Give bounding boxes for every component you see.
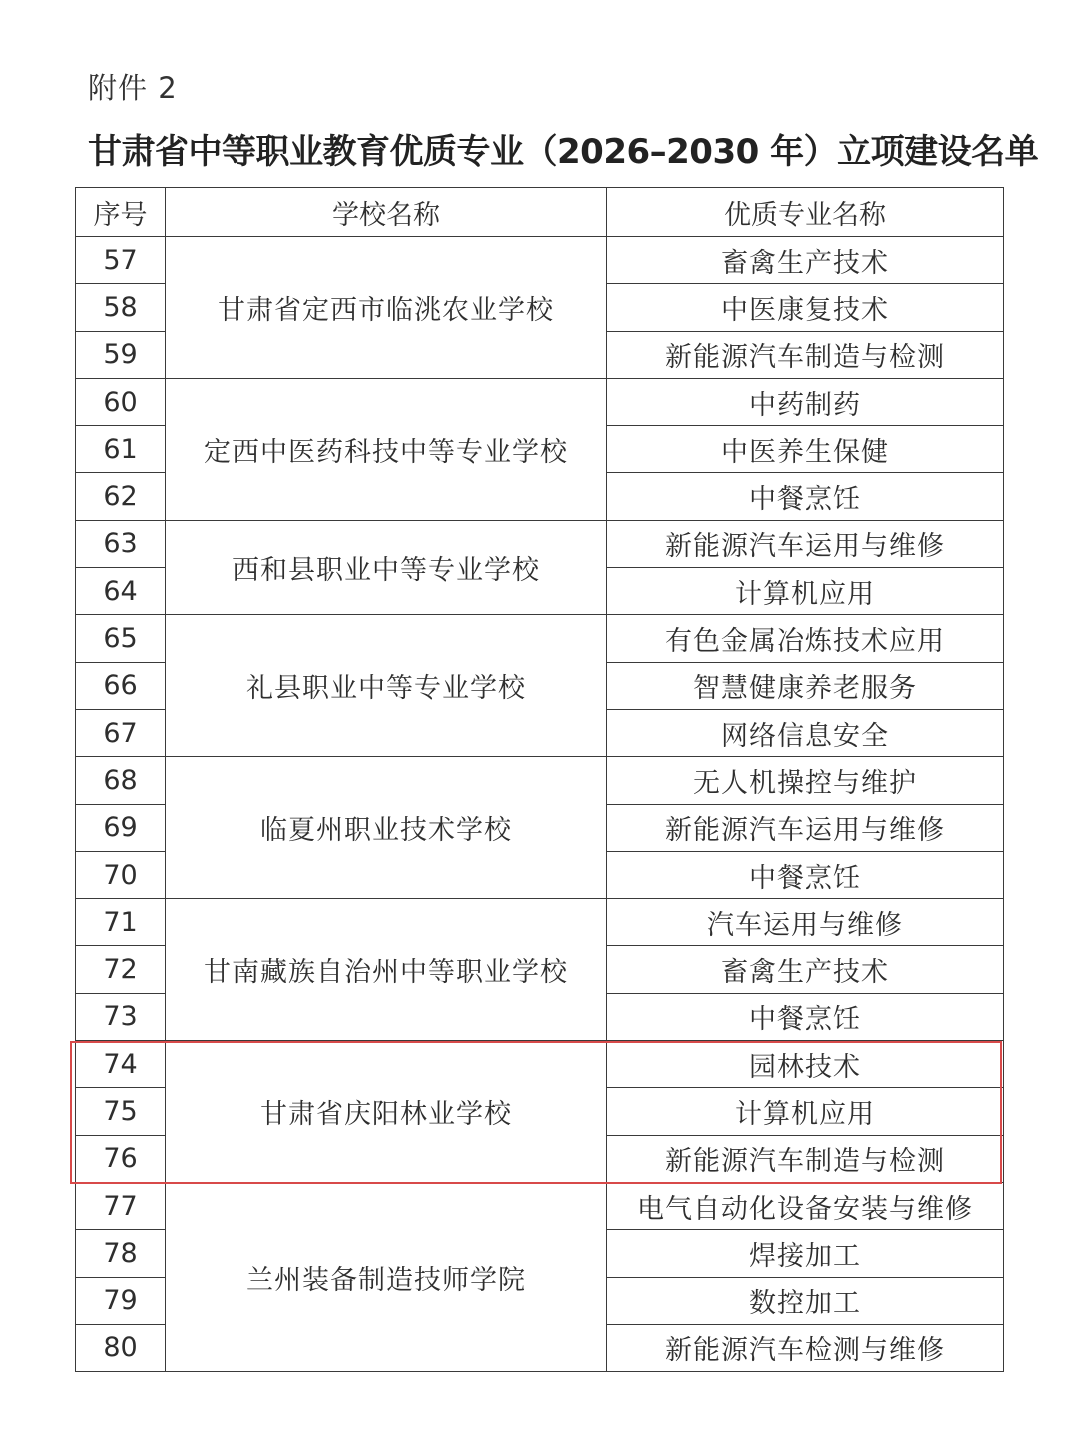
row-number: 62 — [76, 473, 166, 520]
major-name: 新能源汽车制造与检测 — [607, 1135, 1004, 1182]
major-name: 计算机应用 — [607, 1088, 1004, 1135]
table-row — [76, 1041, 1004, 1088]
row-number: 77 — [76, 1182, 166, 1229]
major-name: 中医康复技术 — [607, 284, 1004, 331]
table-body — [76, 237, 1004, 1372]
major-name: 中药制药 — [607, 378, 1004, 425]
major-name: 有色金属冶炼技术应用 — [607, 615, 1004, 662]
row-number: 78 — [76, 1230, 166, 1277]
major-name: 中医养生保健 — [607, 426, 1004, 473]
row-number: 67 — [76, 709, 166, 756]
header-no: 序号 — [76, 188, 166, 237]
table-row — [76, 615, 1004, 662]
major-name: 数控加工 — [607, 1277, 1004, 1324]
major-name: 新能源汽车运用与维修 — [607, 520, 1004, 567]
major-name: 智慧健康养老服务 — [607, 662, 1004, 709]
row-number: 74 — [76, 1041, 166, 1088]
major-name: 新能源汽车制造与检测 — [607, 331, 1004, 378]
table-row — [76, 520, 1004, 567]
major-name: 中餐烹饪 — [607, 993, 1004, 1040]
major-name: 新能源汽车运用与维修 — [607, 804, 1004, 851]
school-name: 甘肃省定西市临洮农业学校 — [166, 237, 607, 379]
row-number: 79 — [76, 1277, 166, 1324]
row-number: 69 — [76, 804, 166, 851]
school-name: 甘南藏族自治州中等职业学校 — [166, 899, 607, 1041]
row-number: 59 — [76, 331, 166, 378]
school-name: 定西中医药科技中等专业学校 — [166, 378, 607, 520]
row-number: 65 — [76, 615, 166, 662]
table-row — [76, 1182, 1004, 1229]
major-name: 新能源汽车检测与维修 — [607, 1324, 1004, 1371]
row-number: 80 — [76, 1324, 166, 1371]
header-school: 学校名称 — [166, 188, 607, 237]
row-number: 75 — [76, 1088, 166, 1135]
row-number: 60 — [76, 378, 166, 425]
row-number: 72 — [76, 946, 166, 993]
page-title: 甘肃省中等职业教育优质专业（2026–2030 年）立项建设名单 — [88, 132, 1039, 172]
table-row — [76, 757, 1004, 804]
school-name: 西和县职业中等专业学校 — [166, 520, 607, 615]
row-number: 64 — [76, 568, 166, 615]
header-major: 优质专业名称 — [607, 188, 1004, 237]
row-number: 70 — [76, 851, 166, 898]
row-number: 73 — [76, 993, 166, 1040]
major-name: 中餐烹饪 — [607, 473, 1004, 520]
major-name: 畜禽生产技术 — [607, 237, 1004, 284]
school-name: 临夏州职业技术学校 — [166, 757, 607, 899]
table-row — [76, 899, 1004, 946]
major-name: 计算机应用 — [607, 568, 1004, 615]
major-name: 汽车运用与维修 — [607, 899, 1004, 946]
school-name: 甘肃省庆阳林业学校 — [166, 1041, 607, 1183]
row-number: 57 — [76, 237, 166, 284]
row-number: 76 — [76, 1135, 166, 1182]
row-number: 58 — [76, 284, 166, 331]
row-number: 66 — [76, 662, 166, 709]
attachment-label: 附件 2 — [88, 71, 178, 105]
major-name: 焊接加工 — [607, 1230, 1004, 1277]
row-number: 61 — [76, 426, 166, 473]
row-number: 68 — [76, 757, 166, 804]
school-name: 礼县职业中等专业学校 — [166, 615, 607, 757]
major-name: 畜禽生产技术 — [607, 946, 1004, 993]
major-name: 网络信息安全 — [607, 709, 1004, 756]
major-name: 无人机操控与维护 — [607, 757, 1004, 804]
row-number: 63 — [76, 520, 166, 567]
school-name: 兰州装备制造技师学院 — [166, 1182, 607, 1371]
row-number: 71 — [76, 899, 166, 946]
table-row — [76, 378, 1004, 425]
major-name: 电气自动化设备安装与维修 — [607, 1182, 1004, 1229]
major-name: 中餐烹饪 — [607, 851, 1004, 898]
table-row — [76, 237, 1004, 284]
major-name: 园林技术 — [607, 1041, 1004, 1088]
school-major-table — [75, 187, 1004, 1372]
